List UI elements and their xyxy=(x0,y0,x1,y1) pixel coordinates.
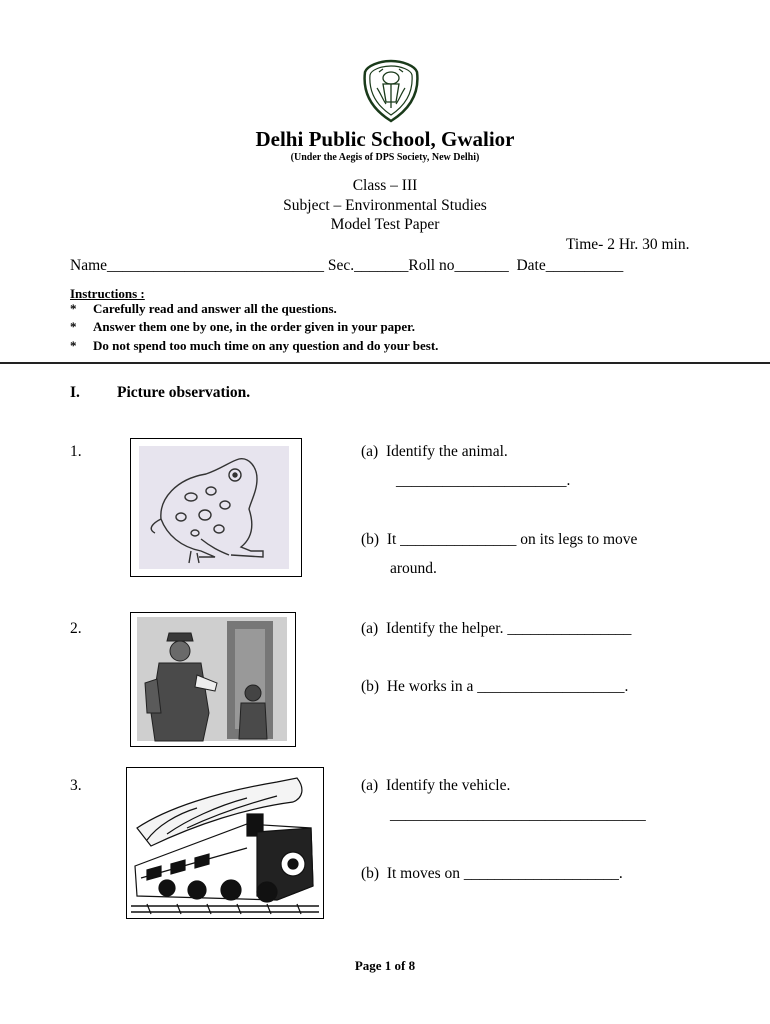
instruction-text: Do not spend too much time on any question and do your best. xyxy=(93,338,439,353)
train-illustration-icon xyxy=(126,767,324,919)
question-1a: (a) Identify the animal. xyxy=(361,443,508,460)
time-label: Time- 2 Hr. 30 min. xyxy=(566,236,690,253)
divider-line xyxy=(0,362,770,364)
question-3a: (a) Identify the vehicle. xyxy=(361,777,511,794)
section-title: Picture observation. xyxy=(117,384,251,401)
instruction-text: Carefully read and answer all the questions. xyxy=(93,301,337,316)
school-logo-icon xyxy=(359,58,423,124)
student-info-line: Name____________________________ Sec._______Roll no_______ Date__________ xyxy=(70,257,624,274)
question-number: 2. xyxy=(70,620,82,637)
bullet-star: * xyxy=(70,319,77,334)
bullet-star: * xyxy=(70,301,77,316)
paper-label: Model Test Paper xyxy=(330,216,440,233)
question-2a: (a) Identify the helper. ________________ xyxy=(361,620,632,637)
school-name: Delhi Public School, Gwalior xyxy=(255,127,515,151)
aegis-subtitle: (Under the Aegis of DPS Society, New Delhi) xyxy=(290,152,480,163)
class-label: Class – III xyxy=(352,177,418,194)
question-1b-cont: around. xyxy=(390,560,437,577)
question-1b: (b) It _______________ on its legs to move xyxy=(361,531,638,548)
page-number: Page 1 of 8 xyxy=(354,958,416,973)
postman-illustration-icon xyxy=(130,612,296,747)
instruction-text: Answer them one by one, in the order given in your paper. xyxy=(93,319,416,334)
bullet-star: * xyxy=(70,338,77,353)
instruction-item xyxy=(70,319,415,335)
section-number: I. xyxy=(70,384,80,401)
question-number: 3. xyxy=(70,777,82,794)
subject-label: Subject – Environmental Studies xyxy=(283,197,487,214)
question-3b: (b) It moves on ____________________. xyxy=(361,865,623,882)
instruction-item xyxy=(70,301,337,317)
question-2b: (b) He works in a ___________________. xyxy=(361,678,629,695)
instruction-item xyxy=(70,338,438,354)
frog-illustration-icon xyxy=(130,438,302,577)
question-number: 1. xyxy=(70,443,82,460)
answer-blank: _________________________________ xyxy=(390,806,646,823)
answer-blank: ______________________. xyxy=(396,472,571,489)
instructions-heading: Instructions : xyxy=(70,286,145,301)
